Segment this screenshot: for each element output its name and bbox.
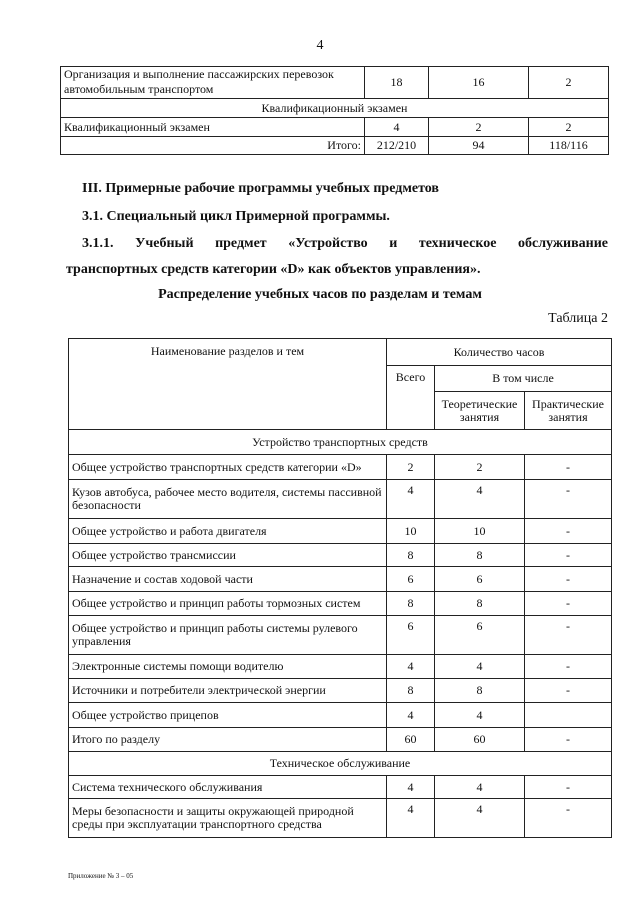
cell-practice: - <box>525 567 612 592</box>
table-row <box>69 455 612 480</box>
cell-name: Назначение и состав ходовой части <box>69 567 387 592</box>
cell-total: 10 <box>387 519 435 544</box>
table-row <box>69 679 612 703</box>
hours-summary-table <box>60 66 609 155</box>
table-row <box>61 99 609 118</box>
table-cell: Организация и выполнение пассажирских перевозок автомобильным транспортом <box>61 67 365 99</box>
table-cell: 94 <box>429 137 529 155</box>
cell-total: 8 <box>387 679 435 703</box>
cell-name: Меры безопасности и защиты окружающей природной среды при эксплуатации транспортного средства <box>69 799 387 838</box>
table-row <box>69 567 612 592</box>
col-header-including: В том числе <box>435 366 612 392</box>
table-cell: Квалификационный экзамен <box>61 118 365 137</box>
table-label: Таблица 2 <box>548 311 608 326</box>
cell-practice: - <box>525 592 612 616</box>
table-header-row <box>69 339 612 366</box>
table-row <box>69 703 612 728</box>
cell-theory: 8 <box>435 679 525 703</box>
cell-name: Общее устройство и работа двигателя <box>69 519 387 544</box>
cell-theory: 4 <box>435 799 525 838</box>
cell-practice: - <box>525 728 612 752</box>
cell-name: Электронные системы помощи водителю <box>69 655 387 679</box>
table-cell: 212/210 <box>365 137 429 155</box>
page-number: 4 <box>316 38 324 53</box>
cell-name: Кузов автобуса, рабочее место водителя, системы пассивной безопасности <box>69 480 387 519</box>
cell-name: Общее устройство транспортных средств категории «D» <box>69 455 387 480</box>
table-row <box>69 728 612 752</box>
cell-practice: - <box>525 616 612 655</box>
cell-total: 4 <box>387 655 435 679</box>
cell-theory: 4 <box>435 480 525 519</box>
cell-theory: 6 <box>435 567 525 592</box>
table-row <box>61 67 609 99</box>
col-header-name: Наименование разделов и тем <box>69 339 387 430</box>
cell-practice: - <box>525 799 612 838</box>
cell-practice: - <box>525 776 612 799</box>
cell-name: Общее устройство и принцип работы тормозных систем <box>69 592 387 616</box>
table-cell: 118/116 <box>529 137 609 155</box>
section-title: Квалификационный экзамен <box>61 99 609 118</box>
cell-total: 8 <box>387 592 435 616</box>
cell-theory: 4 <box>435 703 525 728</box>
cell-practice: - <box>525 679 612 703</box>
table-row <box>69 655 612 679</box>
cell-name: Источники и потребители электрической энергии <box>69 679 387 703</box>
cell-theory: 2 <box>435 455 525 480</box>
section-row <box>69 430 612 455</box>
cell-total: 2 <box>387 455 435 480</box>
total-label: Итого: <box>61 137 365 155</box>
col-header-hours: Количество часов <box>387 339 612 366</box>
table-row <box>69 616 612 655</box>
table-row <box>61 118 609 137</box>
cell-total: 60 <box>387 728 435 752</box>
table-row <box>69 480 612 519</box>
cell-theory: 8 <box>435 544 525 567</box>
cell-total: 4 <box>387 776 435 799</box>
cell-practice: - <box>525 544 612 567</box>
cell-name: Общее устройство трансмиссии <box>69 544 387 567</box>
heading-programs: III. Примерные рабочие программы учебных предметов <box>82 181 439 196</box>
cell-name: Система технического обслуживания <box>69 776 387 799</box>
section-row <box>69 752 612 776</box>
col-header-theory: Теоретические занятия <box>435 392 525 430</box>
table-row <box>69 544 612 567</box>
cell-theory: 4 <box>435 776 525 799</box>
table-cell: 4 <box>365 118 429 137</box>
table-row <box>69 592 612 616</box>
cell-theory: 60 <box>435 728 525 752</box>
section-title: Техническое обслуживание <box>69 752 612 776</box>
section-title: Устройство транспортных средств <box>69 430 612 455</box>
heading-subject-line2: транспортных средств категории «D» как объектов управления». <box>66 262 481 277</box>
cell-total: 8 <box>387 544 435 567</box>
cell-total: 6 <box>387 616 435 655</box>
table-cell: 2 <box>529 67 609 99</box>
cell-name: Общее устройство прицепов <box>69 703 387 728</box>
heading-special-cycle: 3.1. Специальный цикл Примерной программы. <box>82 209 390 224</box>
table-row <box>61 137 609 155</box>
table-cell: 18 <box>365 67 429 99</box>
cell-total: 4 <box>387 703 435 728</box>
cell-practice: - <box>525 519 612 544</box>
heading-distribution: Распределение учебных часов по разделам и темам <box>158 287 482 302</box>
cell-practice: - <box>525 655 612 679</box>
table-row <box>69 519 612 544</box>
footer-note: Приложение № 3 – 05 <box>68 872 134 880</box>
cell-theory: 6 <box>435 616 525 655</box>
cell-name: Итого по разделу <box>69 728 387 752</box>
table-cell: 2 <box>529 118 609 137</box>
cell-practice: - <box>525 480 612 519</box>
cell-name: Общее устройство и принцип работы системы рулевого управления <box>69 616 387 655</box>
cell-theory: 8 <box>435 592 525 616</box>
table-row <box>69 776 612 799</box>
hours-distribution-table <box>68 338 612 838</box>
table-cell: 2 <box>429 118 529 137</box>
table-cell: 16 <box>429 67 529 99</box>
cell-total: 6 <box>387 567 435 592</box>
cell-theory: 4 <box>435 655 525 679</box>
cell-total: 4 <box>387 799 435 838</box>
table-row <box>69 799 612 838</box>
heading-subject-line1: 3.1.1. Учебный предмет «Устройство и техническое обслуживание <box>82 236 608 251</box>
col-header-total: Всего <box>387 366 435 430</box>
col-header-practice: Практические занятия <box>525 392 612 430</box>
cell-practice <box>525 703 612 728</box>
cell-practice: - <box>525 455 612 480</box>
cell-total: 4 <box>387 480 435 519</box>
cell-theory: 10 <box>435 519 525 544</box>
